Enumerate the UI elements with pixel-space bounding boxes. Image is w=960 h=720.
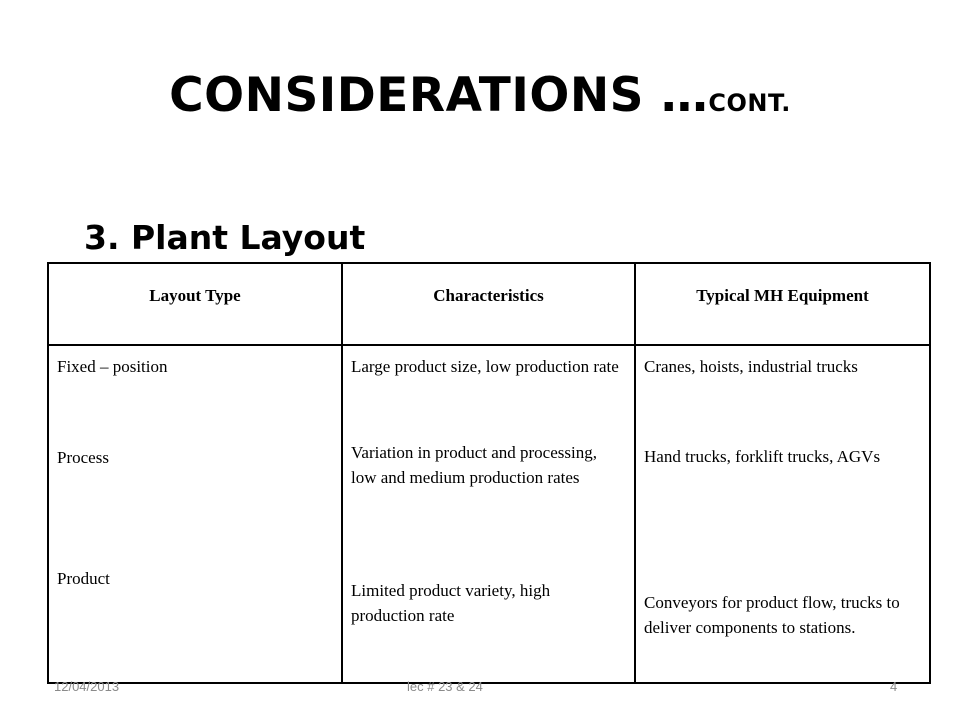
layout-type-process: Process [57, 448, 109, 467]
footer-page-number: 4 [890, 679, 898, 694]
characteristics-fixed-position: Large product size, low production rate [351, 357, 619, 376]
layout-type-column [48, 345, 342, 683]
layout-type-fixed-position: Fixed – position [57, 357, 168, 376]
header-equipment: Typical MH Equipment [635, 263, 930, 345]
section-subtitle: 3. Plant Layout [84, 218, 366, 257]
slide-title-main: CONSIDERATIONS … [169, 68, 709, 123]
plant-layout-table [47, 262, 931, 684]
equipment-product: Conveyors for product flow, trucks to deliver components to stations. [644, 593, 900, 637]
header-characteristics: Characteristics [342, 263, 635, 345]
equipment-column [635, 345, 930, 683]
footer-lecture: lec # 23 & 24 [407, 679, 483, 694]
characteristics-column [342, 345, 635, 683]
table-header-row [48, 263, 930, 345]
footer-date: 12/04/2013 [54, 679, 120, 694]
slide-title [0, 66, 960, 133]
header-layout-type: Layout Type [48, 263, 342, 345]
equipment-process: Hand trucks, forklift trucks, AGVs [644, 447, 881, 466]
layout-type-product: Product [57, 569, 110, 588]
table-body-row [48, 345, 930, 683]
characteristics-product: Limited product variety, high production rate [351, 581, 551, 625]
slide-title-suffix: CONT. [708, 89, 791, 117]
characteristics-process: Variation in product and processing, low and medium production rates [351, 443, 597, 487]
equipment-fixed-position: Cranes, hoists, industrial trucks [644, 357, 858, 376]
